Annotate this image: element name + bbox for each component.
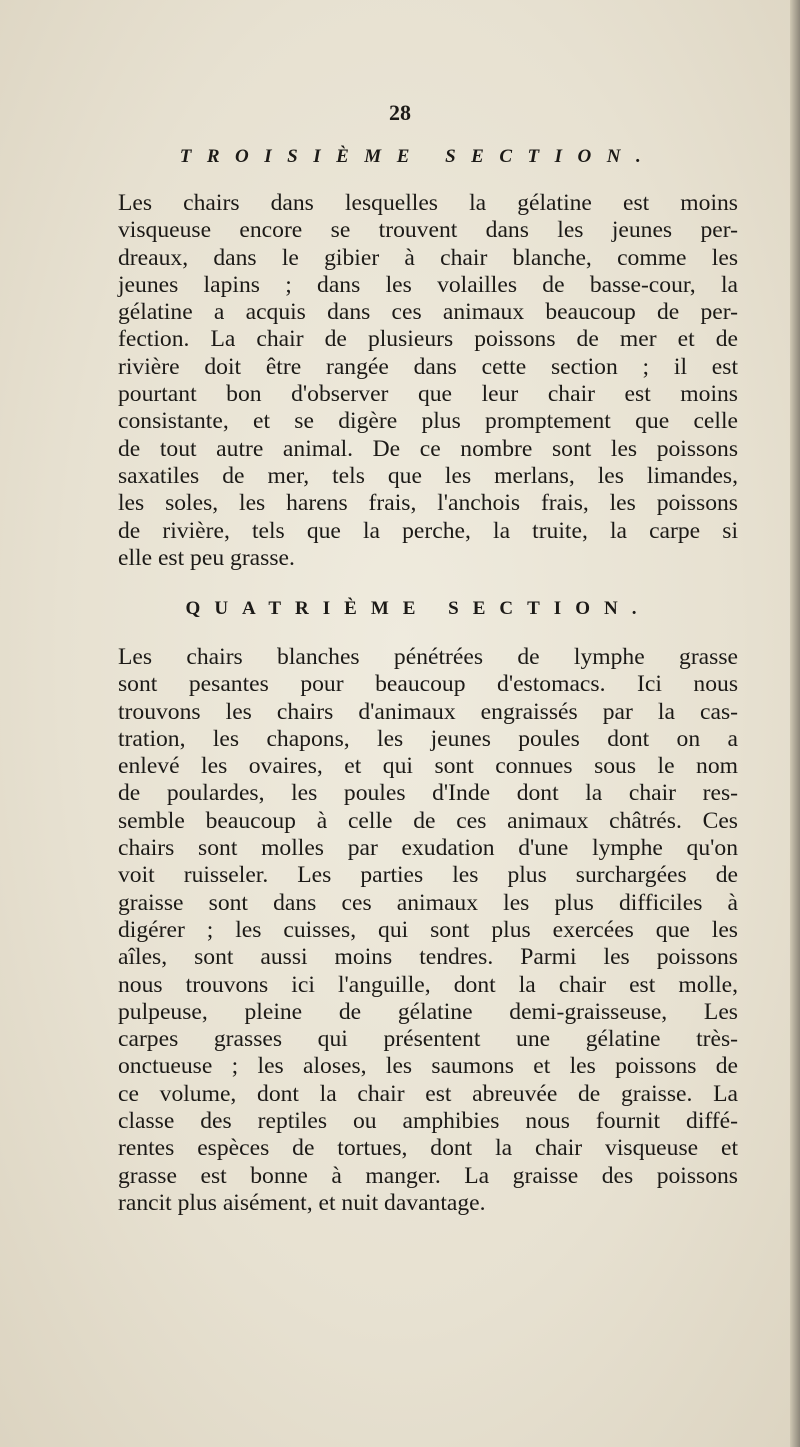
text-line: pourtant bon d'observer que leur chair est moins [118, 381, 738, 408]
text-line: ce volume, dont la chair est abreuvée de graisse. La [118, 1080, 738, 1107]
paragraph-quatrieme-section [118, 644, 738, 1217]
section-heading-troisieme: TROISIÈME SECTION. [179, 146, 657, 167]
text-line: tration, les chapons, les jeunes poules dont on a [118, 725, 738, 752]
text-line: enlevé les ovaires, et qui sont connues sous le nom [118, 753, 738, 780]
text-line: trouvons les chairs d'animaux engraissés par la cas- [118, 698, 738, 725]
page-number: 28 [389, 100, 411, 125]
text-line: de tout autre animal. De ce nombre sont les poissons [118, 435, 738, 462]
text-line: visqueuse encore se trouvent dans les jeunes per- [118, 217, 738, 244]
text-line: saxatiles de mer, tels que les merlans, les limandes, [118, 462, 738, 489]
text-line: carpes grasses qui présentent une gélatine très- [118, 1026, 738, 1053]
text-line: les soles, les harens frais, l'anchois frais, les poissons [118, 490, 738, 517]
text-line: aîles, sont aussi moins tendres. Parmi les poissons [118, 944, 738, 971]
text-line: rancit plus aisément, et nuit davantage. [118, 1189, 486, 1216]
text-line: digérer ; les cuisses, qui sont plus exercées que les [118, 916, 738, 943]
text-line: rentes espèces de tortues, dont la chair visqueuse et [118, 1135, 738, 1162]
text-line: rivière doit être rangée dans cette section ; il est [118, 353, 738, 380]
text-line: chairs sont molles par exudation d'une lymphe qu'on [118, 835, 738, 862]
text-line: de poulardes, les poules d'Inde dont la chair res- [118, 780, 738, 807]
text-line: sont pesantes pour beaucoup d'estomacs. Ici nous [118, 671, 738, 698]
text-line: classe des reptiles ou amphibies nous fournit diffé- [118, 1108, 738, 1135]
text-line: de rivière, tels que la perche, la truite, la carpe si [118, 517, 738, 544]
text-line: jeunes lapins ; dans les volailles de basse-cour, la [118, 271, 738, 298]
text-line: graisse sont dans ces animaux les plus difficiles à [118, 889, 738, 916]
text-line: dreaux, dans le gibier à chair blanche, comme les [118, 244, 738, 271]
text-line: voit ruisseler. Les parties les plus surchargées de [118, 862, 738, 889]
text-line: Les chairs blanches pénétrées de lymphe grasse [118, 644, 738, 670]
page-edge [790, 0, 800, 1447]
text-line: fection. La chair de plusieurs poissons de mer et de [118, 326, 738, 353]
text-line: nous trouvons ici l'anguille, dont la chair est molle, [118, 971, 738, 998]
text-line: Les chairs dans lesquelles la gélatine est moins [118, 190, 738, 216]
text-line: elle est peu grasse. [118, 544, 295, 571]
section-heading-quatrieme: QUATRIÈME SECTION. [185, 598, 651, 619]
paragraph-troisieme-section [118, 190, 738, 572]
text-line: semble beaucoup à celle de ces animaux châtrés. Ces [118, 807, 738, 834]
text-line: pulpeuse, pleine de gélatine demi-graisseuse, Les [118, 998, 738, 1025]
text-line: consistante, et se digère plus promptement que celle [118, 408, 738, 435]
text-line: gélatine a acquis dans ces animaux beaucoup de per- [118, 299, 738, 326]
text-line: onctueuse ; les aloses, les saumons et les poissons de [118, 1053, 738, 1080]
text-line: grasse est bonne à manger. La graisse des poissons [118, 1162, 738, 1189]
